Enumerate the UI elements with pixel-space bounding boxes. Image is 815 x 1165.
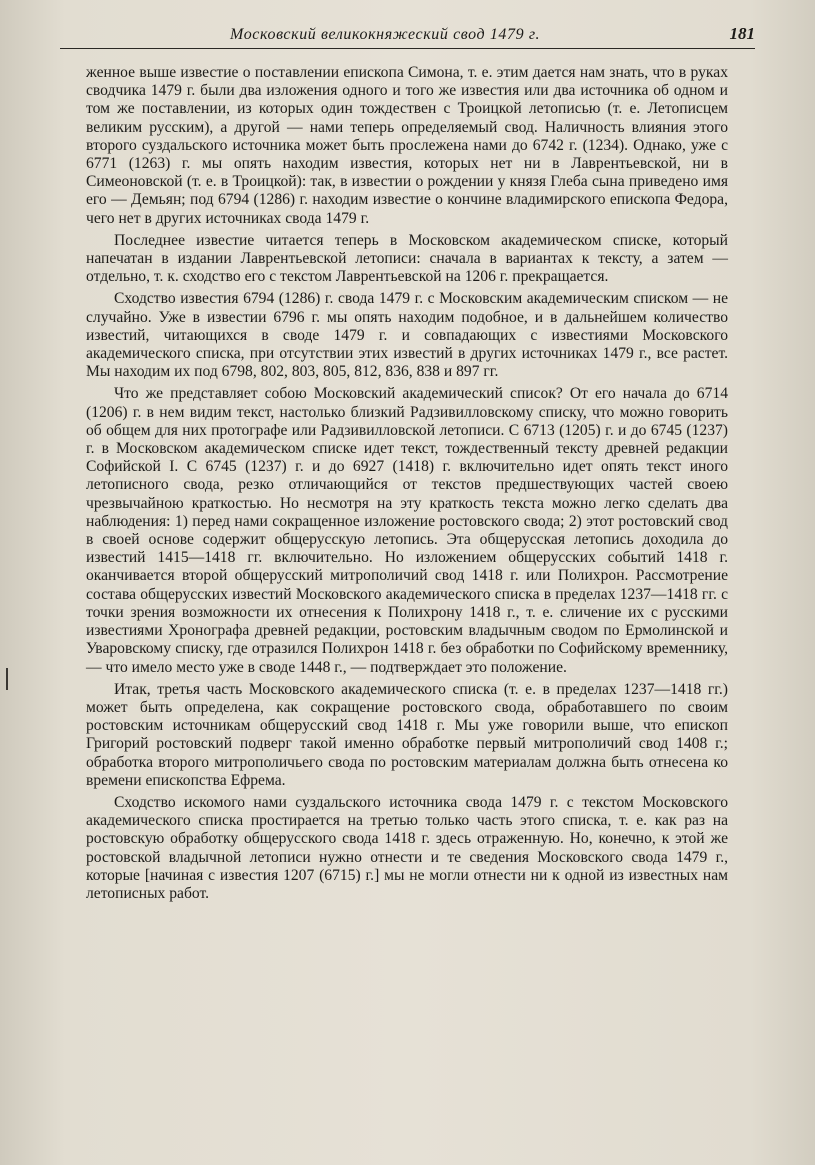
- running-title: Московский великокняжеский свод 1479 г.: [230, 26, 541, 43]
- running-head: [60, 24, 755, 49]
- paragraph: Что же представляет собою Московский академический список? От его начала до 6714 (1206) г. в нем видим текст, настолько близкий Радзивилловскому списку, что можно говорить об общем для них протографе или Радзивилловской летописи. С 6713 (1205) г. и до 6745 (1237) г. в Московском академическом списке идет текст, тождественный тексту древней редакции Софийской I. С 6745 (1237) г. и до 6927 (1418) г. включительно идет опять текст иного летописного свода, резко отличающийся от текстов предшествующих частей своею чрезвычайною краткостью. Но несмотря на эту краткость текста можно легко сделать два наблюдения: 1) перед нами сокращенное изложение ростовского свода; 2) этот ростовский свод в своей основе содержит общерусскую летопись. Эта общерусская летопись доходила до известий 1415—1418 гг. включительно. Но изложением общерусских событий 1418 г. оканчивается второй общерусский митрополичий свод 1418 г. или Полихрон. Рассмотрение состава общерусских известий Московского академического списка в пределах 1237—1418 гг. с точки зрения возможности их отнесения к Полихрону 1418 г., т. е. сличение их с русскими известиями Хронографа древней редакции, ростовским владычным сводом по Ермолинской и Уваровскому списку, где отразился Полихрон 1418 г. без обработки по Софийскому временнику, — что имело место уже в своде 1448 г., — подтверждает это положение.: [86, 385, 728, 676]
- margin-mark: [6, 668, 8, 690]
- page-number: 181: [729, 24, 755, 43]
- paragraph-continuation: женное выше известие о поставлении епископа Симона, т. е. этим дается нам знать, что в руках сводчика 1479 г. были два изложения одного и того же известия или два источника об одном и том же поставлении, из которых один тождествен с Троицкой летописью (т. е. Летописцем великим русским), а другой — нами теперь определяемый свод. Наличность влияния этого второго суздальского источника может быть прослежена нами до 6742 г. (1234). Однако, уже с 6771 (1263) г. мы опять находим известия, которых нет ни в Лаврентьевской, ни в Симеоновской (т. е. в Троицкой): так, в известии о рождении у князя Глеба сына приведено имя его — Демьян; под 6794 (1286) г. находим известие о кончине владимирского епископа Федора, чего нет в других источниках свода 1479 г.: [86, 64, 728, 227]
- paragraph: Сходство известия 6794 (1286) г. свода 1479 г. с Московским академическим списком — не случайно. Уже в известии 6796 г. мы опять находим подобное, и в дальнейшем количество известий, читающихся в своде 1479 г. и совпадающих с известиями Московского академического списка, при отсутствии этих известий в других источниках 1479 г., все растет. Мы находим их под 6798, 802, 803, 805, 812, 836, 838 и 897 гг.: [86, 290, 728, 381]
- paragraph: Сходство искомого нами суздальского источника свода 1479 г. с текстом Московского академического списка простирается на третью только часть этого списка, т. е. как раз на ростовскую обработку общерусского свода 1418 г. здесь отраженную. Но, конечно, к этой же ростовской владычной летописи нужно отнести и те сведения Московского свода 1479 г., которые [начиная с известия 1207 (6715) г.] мы не могли отнести ни к одной из известных нам летописных работ.: [86, 793, 728, 902]
- paragraph: Последнее известие читается теперь в Московском академическом списке, который напечатан в издании Лаврентьевской летописи: сначала в вариантах к тексту, а затем — отдельно, т. к. сходство его с текстом Лаврентьевской на 1206 г. прекращается.: [86, 231, 728, 286]
- body-text: [86, 64, 728, 903]
- paragraph: Итак, третья часть Московского академического списка (т. е. в пределах 1237—1418 гг.) может быть определена, как сокращение ростовского свода, обработавшего по своим ростовским источникам общерусский свод 1418 г. Мы уже говорили выше, что епископ Григорий ростовский подверг такой именно обработке первый митрополичий свод 1408 г.; обработка второго митрополичьего свода по ростовским материалам должна быть отнесена ко времени епископства Ефрема.: [86, 680, 728, 789]
